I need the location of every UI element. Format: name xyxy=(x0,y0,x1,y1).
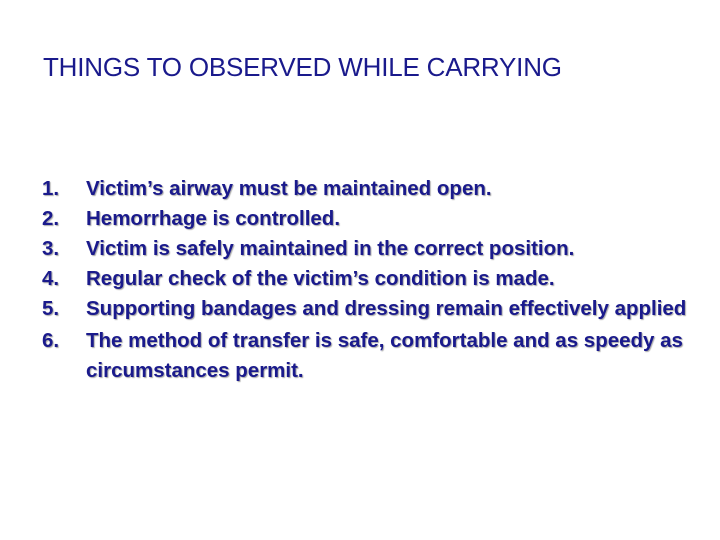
slide-title: THINGS TO OBSERVED WHILE CARRYING xyxy=(43,52,562,82)
list-item-text: Victim is safely maintained in the correct position. xyxy=(86,237,575,260)
list-item xyxy=(42,326,692,386)
list-item-number: 6. xyxy=(42,329,60,352)
list-item-text: Supporting bandages and dressing remain effectively applied xyxy=(86,297,687,320)
list-item-number: 3. xyxy=(42,237,60,260)
list-item xyxy=(42,294,692,324)
list-item-text: Hemorrhage is controlled. xyxy=(86,207,341,230)
list-item-text: Regular check of the victim’s condition is made. xyxy=(86,267,555,290)
list-item-number: 4. xyxy=(42,267,60,290)
list-item-number: 1. xyxy=(42,177,60,200)
list-item-number: 2. xyxy=(42,207,60,230)
observation-list xyxy=(42,174,692,386)
list-item xyxy=(42,174,692,204)
list-item xyxy=(42,264,692,294)
list-item xyxy=(42,234,692,264)
list-item-number: 5. xyxy=(42,297,60,320)
list-item-text: The method of transfer is safe, comfortable and as speedy as circumstances permit. xyxy=(86,329,683,382)
list-item xyxy=(42,204,692,234)
list-item-text: Victim’s airway must be maintained open. xyxy=(86,177,492,200)
